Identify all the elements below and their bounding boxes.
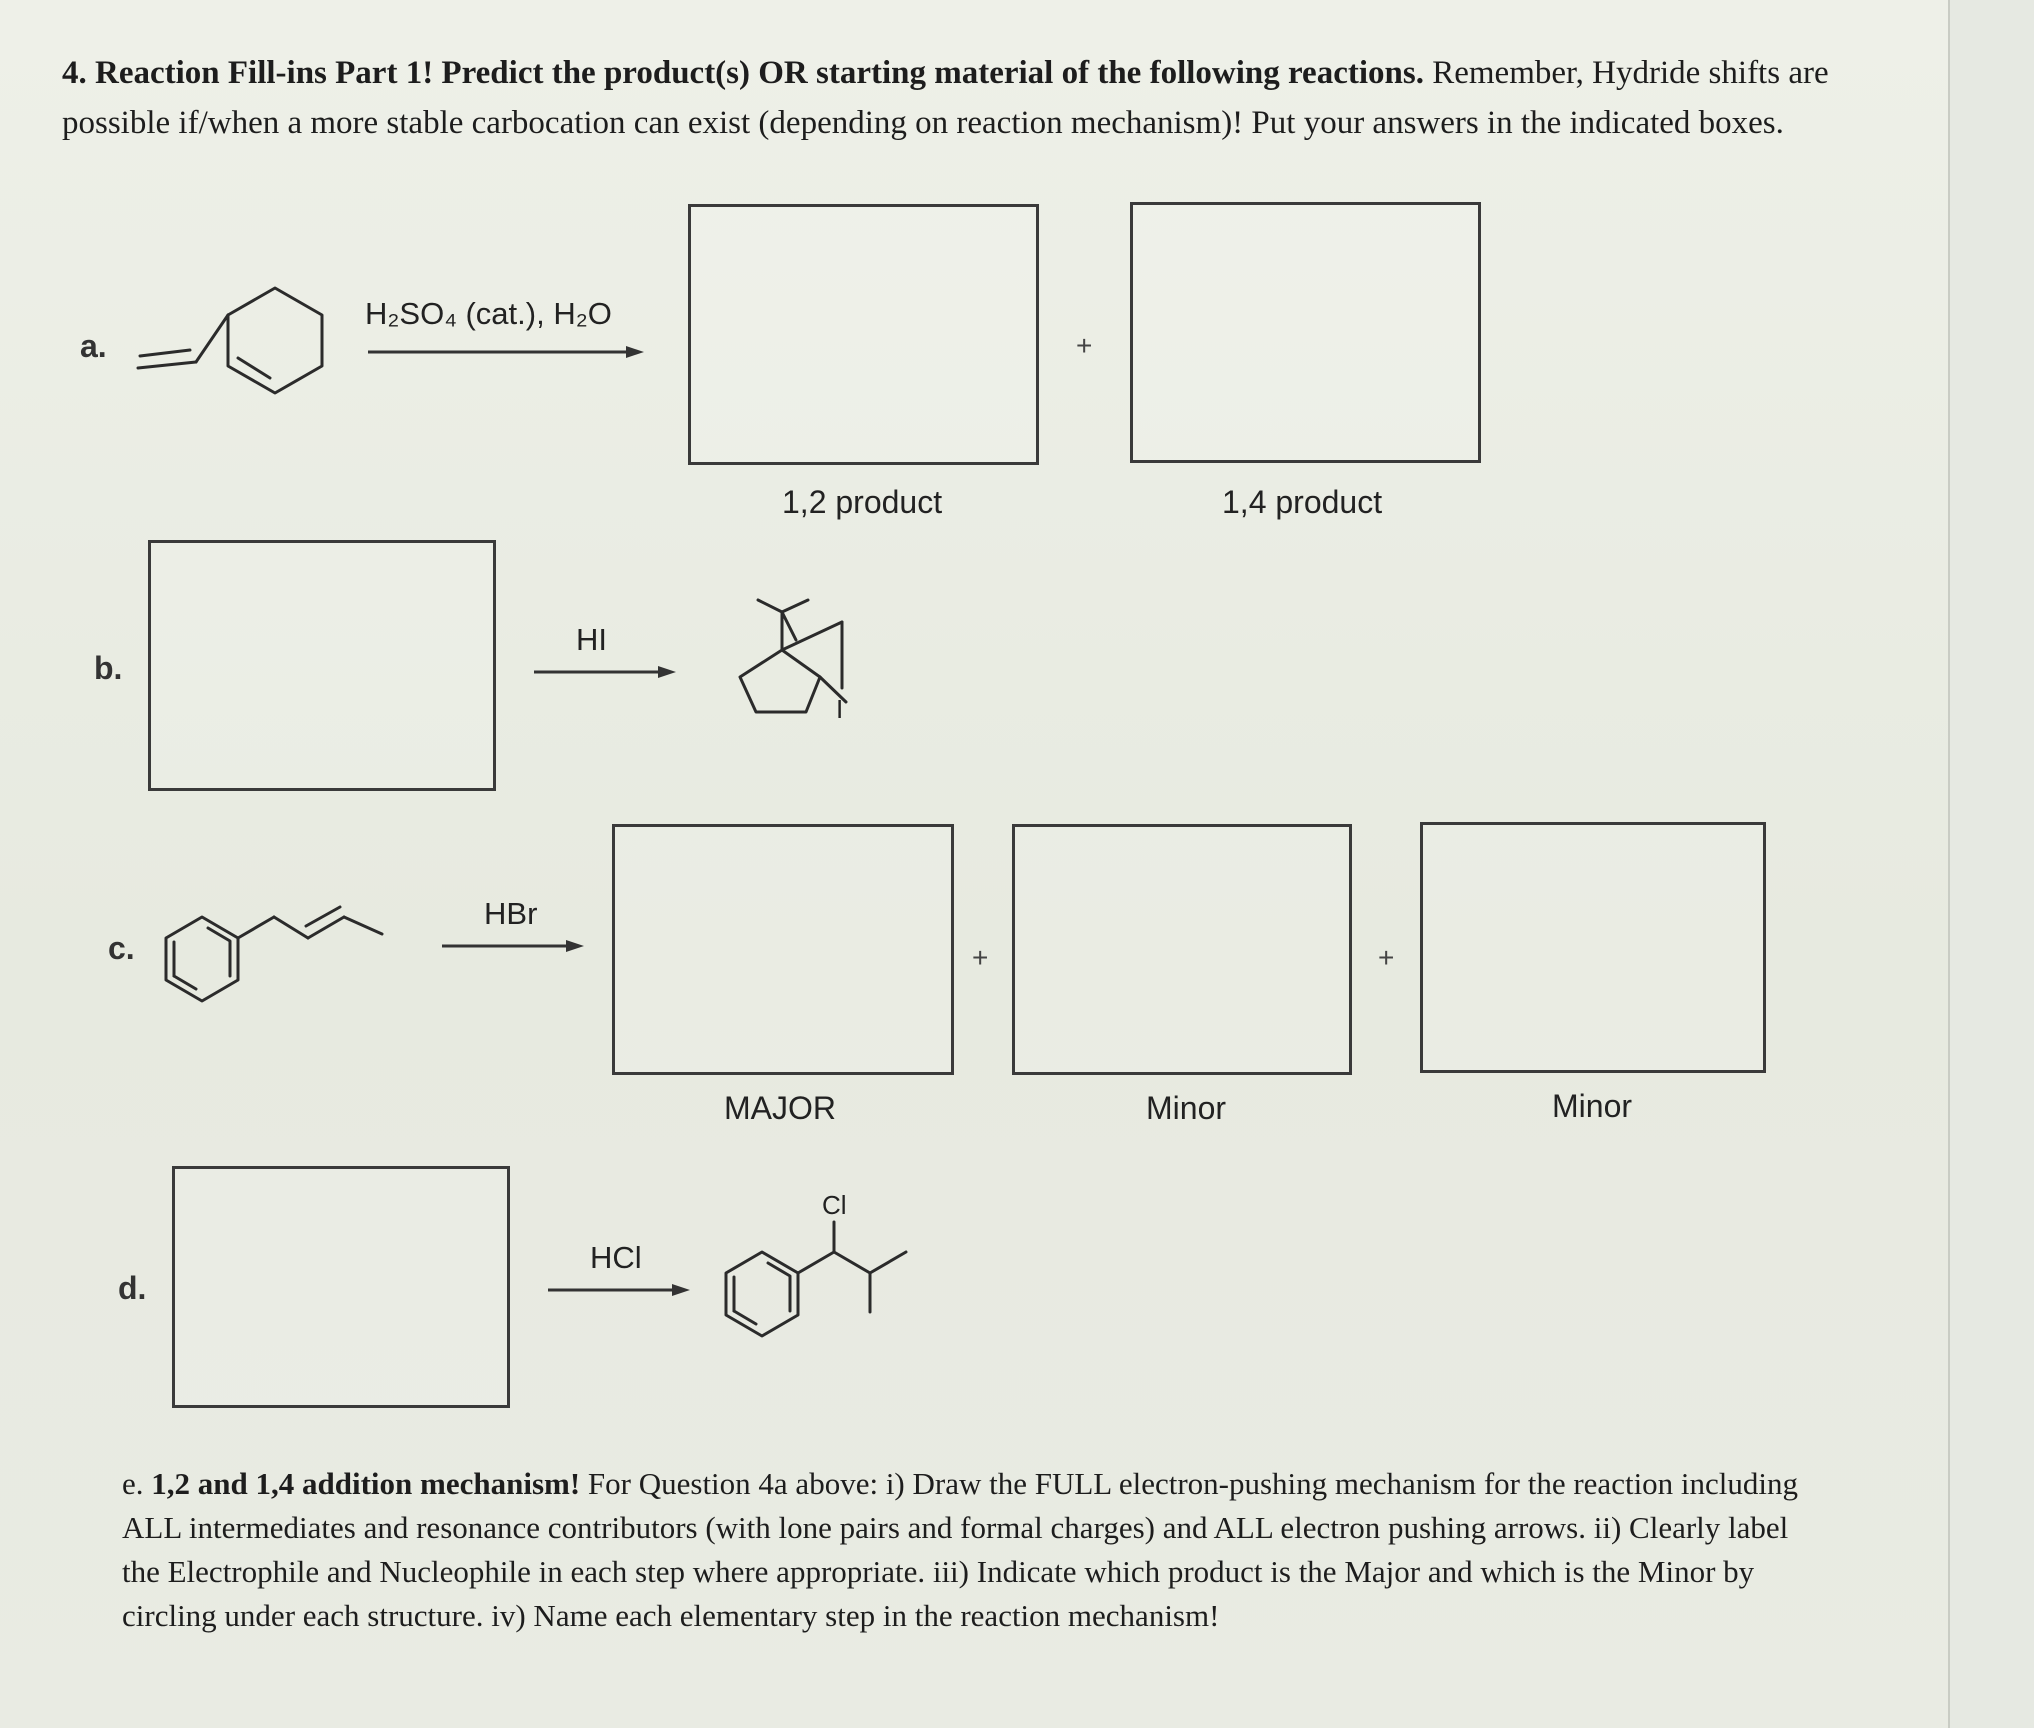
- part-a-label: a.: [80, 328, 107, 364]
- part-b-iodine-atom: I: [836, 694, 844, 724]
- part-b-label: b.: [94, 650, 123, 686]
- part-e-title: 1,2 and 1,4 addition mechanism!: [151, 1466, 581, 1501]
- question-title: Reaction Fill-ins Part 1! Predict the product(s) OR starting material of the following reactions.: [95, 55, 1424, 91]
- part-c-box3-caption: Minor: [1552, 1088, 1633, 1124]
- question-instructions: Remember, Hydride shifts are possible if/when a more stable carbocation can exist (depending on reaction mechanism)! Put your answers in the indicated boxes.: [62, 55, 1829, 141]
- part-a-box1-caption: 1,2 product: [782, 484, 943, 520]
- part-c-plus-1: +: [972, 942, 989, 973]
- part-a-box2-caption: 1,4 product: [1222, 484, 1383, 520]
- part-c-box2-caption: Minor: [1146, 1090, 1227, 1126]
- part-c-reagent: HBr: [484, 896, 538, 931]
- part-e-text-block: [122, 1462, 1802, 1638]
- part-d-label: d.: [118, 1270, 147, 1306]
- part-c-box1-caption: MAJOR: [724, 1090, 836, 1126]
- part-e-instructions: For Question 4a above: i) Draw the FULL electron-pushing mechanism for the reaction including ALL intermediates and resonance contributors (with lone pairs and formal charges) and ALL electron pushing arrows. ii) Clearly label the Electrophile and Nucleophile in each step where appropriate. iii) Indicate which product is the Major and which is the Minor by circling under each structure. iv) Name each elementary step in the reaction mechanism!: [122, 1466, 1799, 1633]
- question-number: 4.: [62, 55, 87, 91]
- part-a-reagent: H₂SO₄ (cat.), H₂O: [365, 296, 612, 331]
- part-d-reagent: HCl: [590, 1240, 642, 1275]
- part-b-reagent: HI: [576, 622, 607, 657]
- part-e-label: e.: [122, 1466, 144, 1501]
- part-c-plus-2: +: [1378, 942, 1395, 973]
- part-d-chlorine-atom: Cl: [822, 1190, 847, 1220]
- part-a-plus: +: [1076, 330, 1093, 361]
- part-c-label: c.: [108, 930, 135, 966]
